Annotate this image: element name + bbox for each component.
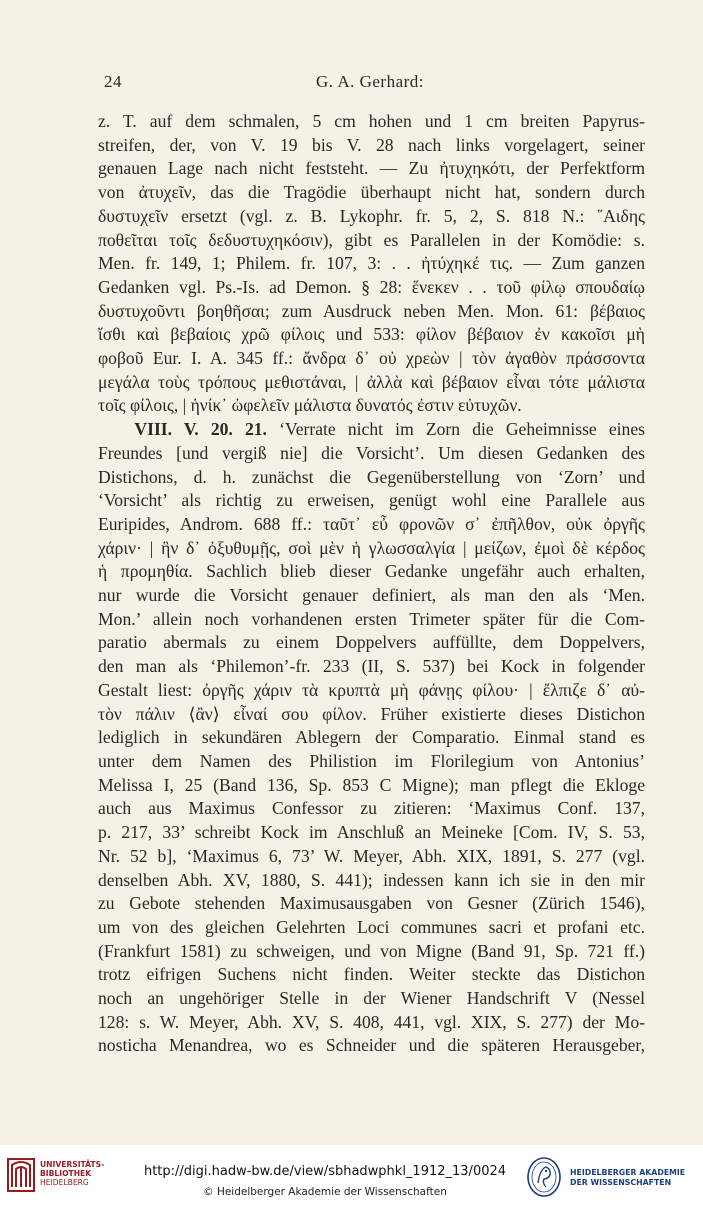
text-line: Mon.’ allein noch vorhandenen ersten Trimeter später für die Com- [98,608,645,629]
logo-line: HEIDELBERG [40,1178,89,1187]
hadw-seal-icon [524,1155,564,1199]
text-line: unter dem Namen des Philistion im Florilegium von Antonius’ [98,750,645,771]
text-line: von ἀτυχεῖν, das die Tragödie überhaupt nicht hat, sondern durch [98,182,645,203]
text-line: paratio abermals zu einem Doppelvers auffüllte, dem Doppelvers, [98,632,645,653]
text-line: zu Gebote stehenden Maximusausgaben von Gesner (Zürich 1546), [98,893,645,914]
copyright-notice: © Heidelberger Akademie der Wissenschaften [203,1186,447,1198]
paragraph-1 [98,110,645,418]
text-line: φοβοῦ Eur. I. A. 345 ff.: ἄνδρα δ᾽ οὐ χρεὼν | τὸν ἀγαθὸν πράσσοντα [98,348,645,369]
permalink-url[interactable]: http://digi.hadw-bw.de/view/sbhadwphkl_1912_13/0024 [143,1164,507,1179]
section-lead: ‘Verrate nicht im Zorn die Geheimnisse eines [279,419,646,440]
text-line: τὸν πάλιν ⟨ἂν⟩ εἶναί σου φίλον. Früher existierte dieses Distichon [98,703,645,724]
logo-line: BIBLIOTHEK [40,1169,92,1178]
text-line: Distichons, d. h. zunächst die Gegenüberstellung von ‘Zorn’ und [98,466,645,487]
section-heading: VIII. V. 20. 21. [134,419,267,440]
text-line: trotz eifrigen Suchens nicht finden. Weiter steckte das Distichon [98,964,645,985]
text-line [98,418,645,442]
text-line: ποθεῖται τοῖς δεδυστυχηκόσιν), gibt es Parallelen in der Komödie: s. [98,229,645,250]
logo-line: DER WISSENSCHAFTEN [570,1178,672,1187]
ub-heidelberg-logo[interactable] [6,1155,116,1199]
text-line: ἡ προμηθία. Sachlich blieb dieser Gedanke ungefähr auch erhalten, [98,561,645,582]
viewer-footer [0,1145,703,1207]
text-line: Men. fr. 149, 1; Philem. fr. 107, 3: . . ἠτύχηκέ τις. — Zum ganzen [98,253,645,274]
text-line: Gestalt liest: ὀργῆς χάριν τὰ κρυπτὰ μὴ φάνῃς φίλου· | ἔλπιζε δ᾽ αὐ- [98,679,645,700]
text-line: ‘Vorsicht’ als richtig zu erweisen, genügt wohl eine Parallele aus [98,490,645,511]
text-line: auch aus Maximus Confessor zu zitieren: ‘Maximus Conf. 137, [98,798,645,819]
ub-heidelberg-logo-icon [6,1157,36,1193]
text-line: 128: s. W. Meyer, Abh. XV, S. 408, 441, vgl. XIX, S. 277) der Mo- [98,1011,645,1032]
text-line: δυστυχεῖν ersetzt (vgl. z. B. Lykophr. fr. 5, 2, S. 818 N.: ῞Αιδης [98,205,645,226]
ub-heidelberg-wordmark [40,1160,104,1187]
text-line: nosticha Menandrea, wo es Schneider und die späteren Herausgeber, [98,1035,645,1056]
text-line: lediglich in sekundären Ablegern der Comparatio. Einmal stand es [98,727,645,748]
text-line: um von des gleichen Gelehrten Loci communes sacri et profani etc. [98,916,645,937]
text-line: μεγάλα τοὺς τρόπους μεθιστάναι, | ἀλλὰ καὶ βέβαιον εἶναι τότε μάλιστα [98,371,645,392]
running-title: G. A. Gerhard: [315,72,425,91]
running-header [98,72,642,96]
text-line: Gedanken vgl. Ps.-Is. ad Demon. § 28: ἕνεκεν . . τοῦ φίλῳ σπουδαίῳ [98,276,645,297]
text-line: Nr. 52 b], ‘Maximus 6, 73’ W. Meyer, Abh. XIX, 1891, S. 277 (vgl. [98,845,645,866]
text-line: genauen Lage nach nicht feststeht. — Zu ἠτυχηκότι, der Perfektform [98,158,645,179]
text-line: Freundes [und vergiß nie] die Vorsicht’. Um diesen Gedanken des [98,442,645,463]
text-line: noch an ungehöriger Stelle in der Wiener Handschrift V (Nessel [98,988,645,1009]
text-line: τοῖς φίλοις, | ἡνίκ᾽ ὠφελεῖν μάλιστα δυνατός ἐστιν εὐτυχῶν. [98,395,522,416]
hadw-logo[interactable] [520,1153,700,1201]
text-line: Euripides, Androm. 688 ff.: ταῦτ᾽ εὖ φρονῶν σ᾽ ἐπῆλθον, οὐκ ὀργῆς [98,513,645,534]
text-line: χάριν· | ἣν δ᾽ ὀξυθυμῇς, σοὶ μὲν ἡ γλωσσαλγία | μείζων, ἐμοὶ δὲ κέρδος [98,537,645,558]
logo-line: UNIVERSITÄTS- [40,1160,105,1169]
paragraph-2 [98,418,645,1058]
logo-line: HEIDELBERGER AKADEMIE [570,1168,686,1177]
text-line: z. T. auf dem schmalen, 5 cm hohen und 1 cm breiten Papyrus- [98,111,645,131]
text-line: den man als ‘Philemon’-fr. 233 (II, S. 537) bei Kock in folgender [98,656,645,677]
body-text [98,110,645,1140]
text-line: denselben Abh. XV, 1880, S. 441); indessen kann ich sie in den mir [98,869,645,890]
text-line: nur wurde die Vorsicht genauer definiert, als man den als ‘Men. [98,585,645,606]
text-line: p. 217, 33’ schreibt Kock im Anschluß an Meineke [Com. IV, S. 53, [98,822,645,843]
text-line: (Frankfurt 1581) zu schweigen, und von Migne (Band 91, Sp. 721 ff.) [98,940,645,961]
text-line: Melissa I, 25 (Band 136, Sp. 853 C Migne); man pflegt die Ekloge [98,774,645,795]
text-line: ἴσθι καὶ βεβαίοις χρῶ φίλοις und 533: φίλον βέβαιον ἐν κακοῖσι μὴ [98,324,645,345]
text-line: δυστυχοῦντι βοηθῆσαι; zum Ausdruck neben Men. Mon. 61: βέβαιος [98,300,645,321]
page-number: 24 [104,72,122,91]
text-line: streifen, der, von V. 19 bis V. 28 nach links vorgelagert, seiner [98,134,645,155]
hadw-wordmark [570,1168,685,1188]
